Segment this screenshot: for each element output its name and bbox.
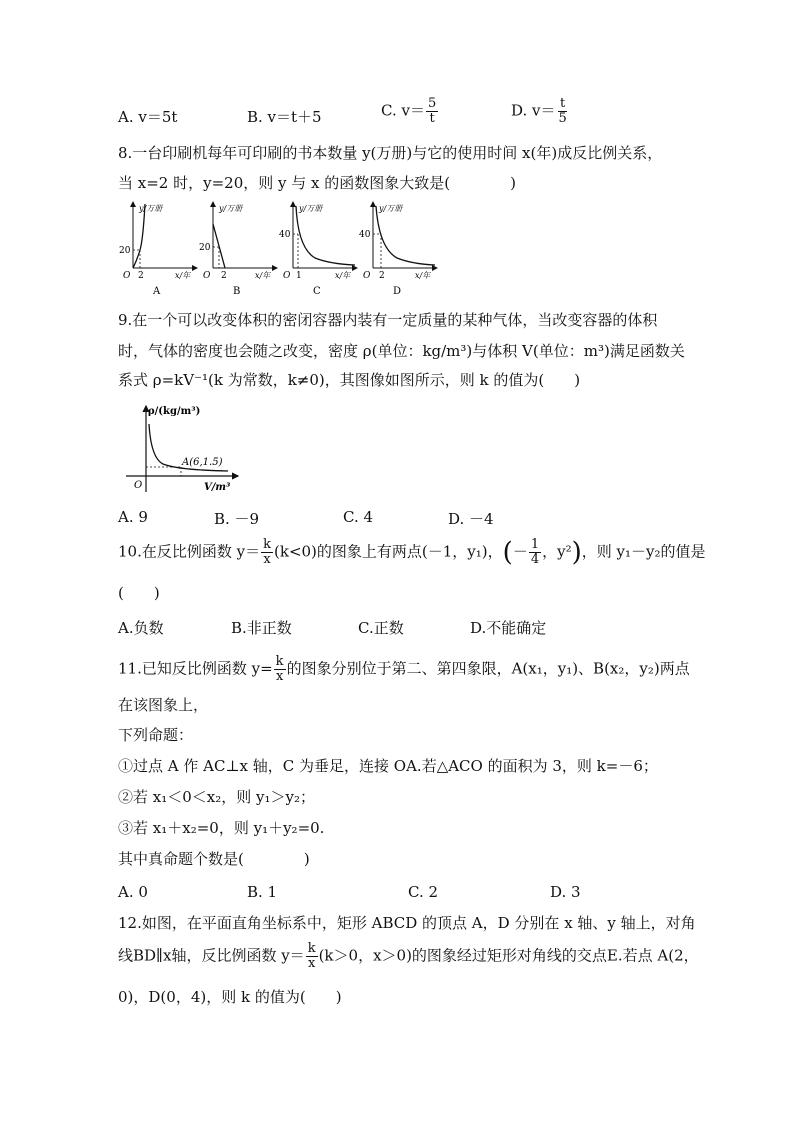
q8-graph-d-origin: O [363,271,371,281]
q10-option-c: C.正数 [358,619,404,637]
q9-option-c: C. 4 [343,508,374,526]
q8-graph-b-ytick: 20 [199,243,211,253]
q8-graph-a-ytick: 20 [119,246,131,256]
q9-option-b: B. －9 [214,510,260,528]
q11-option-b: B. 1 [247,883,278,901]
q8-graph-c-xtick: 1 [296,271,302,281]
q10-option-b: B.非正数 [231,619,292,637]
q8-graph-c-xlabel: x/年 [335,271,351,280]
q11-option-d: D. 3 [550,883,581,901]
q7-option-b: B. v＝t＋5 [247,108,322,126]
q9-graph-origin: O [134,480,143,491]
q11-line-3: 下列命题： [118,726,194,744]
q8-graph-b-ylabel: y/万册 [219,204,243,213]
q8-graph-c [279,202,357,297]
q8-graph-d-label: D [393,286,402,297]
q11-line-5: ②若 x₁＜0＜x₂，则 y₁＞y₂； [118,788,316,806]
q8-graph-a [119,202,197,297]
q8-graph-b-xtick: 2 [221,271,227,281]
q7-option-a: A. v＝5t [118,108,178,126]
q11-fraction-kx: $\frac{k}{x}$ [275,654,284,684]
q8-graph-figure [115,198,445,298]
q8-graph-c-origin: O [283,271,291,281]
q7-fraction-c: $\frac{5}{t}$ [427,96,437,126]
q8-graph-b-origin: O [203,271,211,281]
q11-option-a: A. 0 [118,883,148,901]
q10-fraction-quarter: $\frac{1}{4}$ [530,537,540,567]
q8-line-2: 当 x=2 时，y=20，则 y 与 x 的函数图象大致是( ) [118,174,516,192]
q8-graph-a-origin: O [123,271,131,281]
q11-line-1: 11.已知反比例函数 y= $\frac{k}{x}$ 的图象分别位于第二、第四象限，A(x₁，y₁)、B(x₂，y₂)两点 [118,654,690,684]
q7-option-d: D. v＝ $\frac{t}{5}$ [511,96,567,126]
q8-graph-c-ylabel: y/万册 [299,204,323,213]
q8-graph-d-ylabel: y/万册 [379,204,403,213]
q11-line-7: 其中真命题个数是( ) [118,850,310,868]
q10-fraction-kx: $\frac{k}{x}$ [263,537,271,567]
q9-option-a: A. 9 [118,508,148,526]
q10-line-2: ( ) [118,584,160,602]
q10-line-1: 10.在反比例函数 y＝ $\frac{k}{x}$ (k<0)的图象上有两点(－1，y₁)，(－ $\frac{1}{4}$ ，y²)，则 y₁－y₂的值是 [118,537,706,568]
q8-graph-a-ylabel: y/万册 [139,204,163,213]
q8-graph-a-xtick: 2 [138,271,144,281]
q8-graph-d-xtick: 2 [379,271,385,281]
q12-line-1: 12.如图，在平面直角坐标系中，矩形 ABCD 的顶点 A，D 分别在 x 轴、y 轴上，对角 [118,914,696,932]
q7-fraction-d: $\frac{t}{5}$ [558,96,567,126]
q7-option-c: C. v＝ $\frac{5}{t}$ [381,96,437,126]
q11-line-2: 在该图象上， [118,696,209,714]
q8-graph-d-xlabel: x/年 [415,271,431,280]
q9-option-d: D. －4 [448,510,494,528]
q9-line-3: 系式 ρ=kV⁻¹(k 为常数，k≠0)，其图像如图所示，则 k 的值为( ) [118,371,581,389]
q8-graph-a-label: A [153,286,161,297]
q12-line-3: 0)，D(0，4)，则 k 的值为( ) [118,988,342,1006]
q8-graph-b-label: B [233,286,241,297]
q12-line-2: 线BD∥x轴，反比例函数 y＝ $\frac{k}{x}$ (k＞0，x＞0)的图象经过矩形对角线的交点E.若点 A(2， [118,941,699,971]
q8-line-1: 8.一台印刷机每年可印刷的书本数量 y(万册)与它的使用时间 x(年)成反比例关系， [118,144,663,162]
q8-graph-b [199,202,277,297]
q8-graph-c-ytick: 40 [279,230,291,240]
q9-graph [118,402,248,497]
q8-graph-b-xlabel: x/年 [255,271,271,280]
q8-graph-c-label: C [313,286,321,297]
q9-line-2: 时，气体的密度也会随之改变，密度 ρ(单位：kg/m³)与体积 V(单位：m³)满足函数关 [118,342,685,360]
q8-graph-d [359,202,437,297]
q8-graph-a-xlabel: x/年 [175,271,191,280]
q11-line-6: ③若 x₁＋x₂=0，则 y₁＋y₂=0. [118,819,325,837]
q8-graph-d-ytick: 40 [359,230,371,240]
q9-graph-point-label: A(6,1.5) [182,457,223,468]
q11-line-4: ①过点 A 作 AC⊥x 轴，C 为垂足，连接 OA.若△ACO 的面积为 3，则 k=－6； [118,757,658,775]
q12-fraction-kx: $\frac{k}{x}$ [307,941,316,971]
q9-graph-xlabel: V/m³ [204,482,231,493]
q10-option-a: A.负数 [118,619,164,637]
q9-graph-ylabel: ρ/(kg/m³) [148,406,201,417]
q11-option-c: C. 2 [408,883,439,901]
q10-option-d: D.不能确定 [470,619,547,637]
q9-line-1: 9.在一个可以改变体积的密闭容器内装有一定质量的某种气体，当改变容器的体积 [118,311,658,329]
